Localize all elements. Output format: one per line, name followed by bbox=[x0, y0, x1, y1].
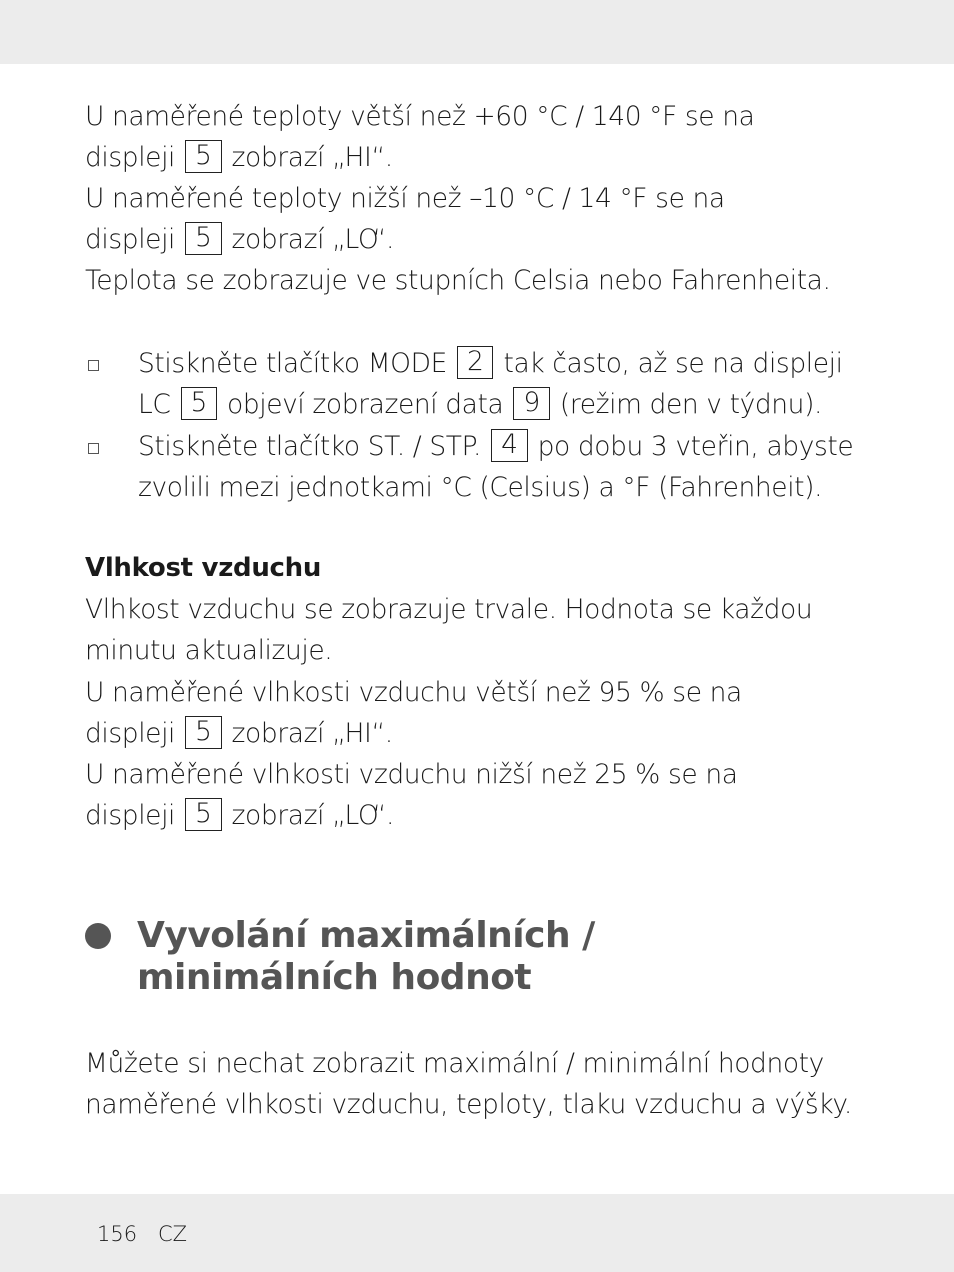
subsection-title: Vlhkost vzduchu bbox=[85, 553, 322, 583]
text-fragment: zobrazí „LO“. bbox=[231, 224, 394, 255]
text-fragment: tak často, až se na displeji bbox=[503, 348, 843, 379]
text-fragment: displeji bbox=[85, 800, 176, 831]
text-fragment: (režim den v týdnu). bbox=[559, 389, 823, 420]
footer-band bbox=[0, 1194, 954, 1272]
text-line: U naměřené teploty nižší než –10 °C / 14 °F se na bbox=[85, 183, 725, 214]
step-line bbox=[138, 343, 843, 384]
text-line bbox=[85, 219, 394, 260]
text-fragment: Stiskněte tlačítko MODE bbox=[138, 348, 447, 379]
text-line bbox=[85, 137, 393, 178]
reference-number: 5 bbox=[185, 716, 221, 749]
text-fragment: objeví zobrazení data bbox=[227, 389, 504, 420]
checkbox-bullet-icon bbox=[88, 360, 99, 371]
text-line bbox=[85, 713, 393, 754]
text-fragment: zobrazí „LO“. bbox=[231, 800, 394, 831]
text-fragment: LC bbox=[138, 389, 171, 420]
text-line: U naměřené vlhkosti vzduchu nižší než 25 % se na bbox=[85, 759, 738, 790]
reference-number: 2 bbox=[457, 346, 493, 379]
reference-number: 9 bbox=[513, 387, 549, 420]
checkbox-bullet-icon bbox=[88, 443, 99, 454]
section-title: Vyvolání maximálních / bbox=[137, 915, 595, 956]
text-line: minutu aktualizuje. bbox=[85, 635, 333, 666]
language-code: CZ bbox=[158, 1222, 188, 1246]
text-fragment: displeji bbox=[85, 224, 176, 255]
text-line: U naměřené vlhkosti vzduchu větší než 95 % se na bbox=[85, 677, 742, 708]
page-number: 156 bbox=[97, 1222, 138, 1246]
reference-number: 5 bbox=[185, 798, 221, 831]
step-line: zvolili mezi jednotkami °C (Celsius) a °F (Fahrenheit). bbox=[138, 472, 823, 503]
text-line: Teplota se zobrazuje ve stupních Celsia nebo Fahrenheita. bbox=[85, 265, 831, 296]
text-line: U naměřené teploty větší než +60 °C / 140 °F se na bbox=[85, 101, 755, 132]
text-line: Vlhkost vzduchu se zobrazuje trvale. Hodnota se každou bbox=[85, 594, 813, 625]
header-band bbox=[0, 0, 954, 64]
text-line: naměřené vlhkosti vzduchu, teploty, tlaku vzduchu a výšky. bbox=[85, 1089, 852, 1120]
reference-number: 4 bbox=[491, 429, 527, 462]
reference-number: 5 bbox=[181, 387, 217, 420]
text-line: Můžete si nechat zobrazit maximální / minimální hodnoty bbox=[85, 1048, 824, 1079]
section-bullet-icon bbox=[85, 923, 111, 949]
text-fragment: zobrazí „HI“. bbox=[231, 142, 393, 173]
reference-number: 5 bbox=[185, 140, 221, 173]
text-line bbox=[85, 795, 394, 836]
section-title: minimálních hodnot bbox=[137, 957, 532, 998]
reference-number: 5 bbox=[185, 222, 221, 255]
text-fragment: displeji bbox=[85, 142, 176, 173]
text-fragment: Stiskněte tlačítko ST. / STP. bbox=[138, 431, 482, 462]
text-fragment: po dobu 3 vteřin, abyste bbox=[537, 431, 854, 462]
step-line bbox=[138, 426, 853, 467]
step-line bbox=[138, 384, 822, 425]
text-fragment: zobrazí „HI“. bbox=[231, 718, 393, 749]
text-fragment: displeji bbox=[85, 718, 176, 749]
